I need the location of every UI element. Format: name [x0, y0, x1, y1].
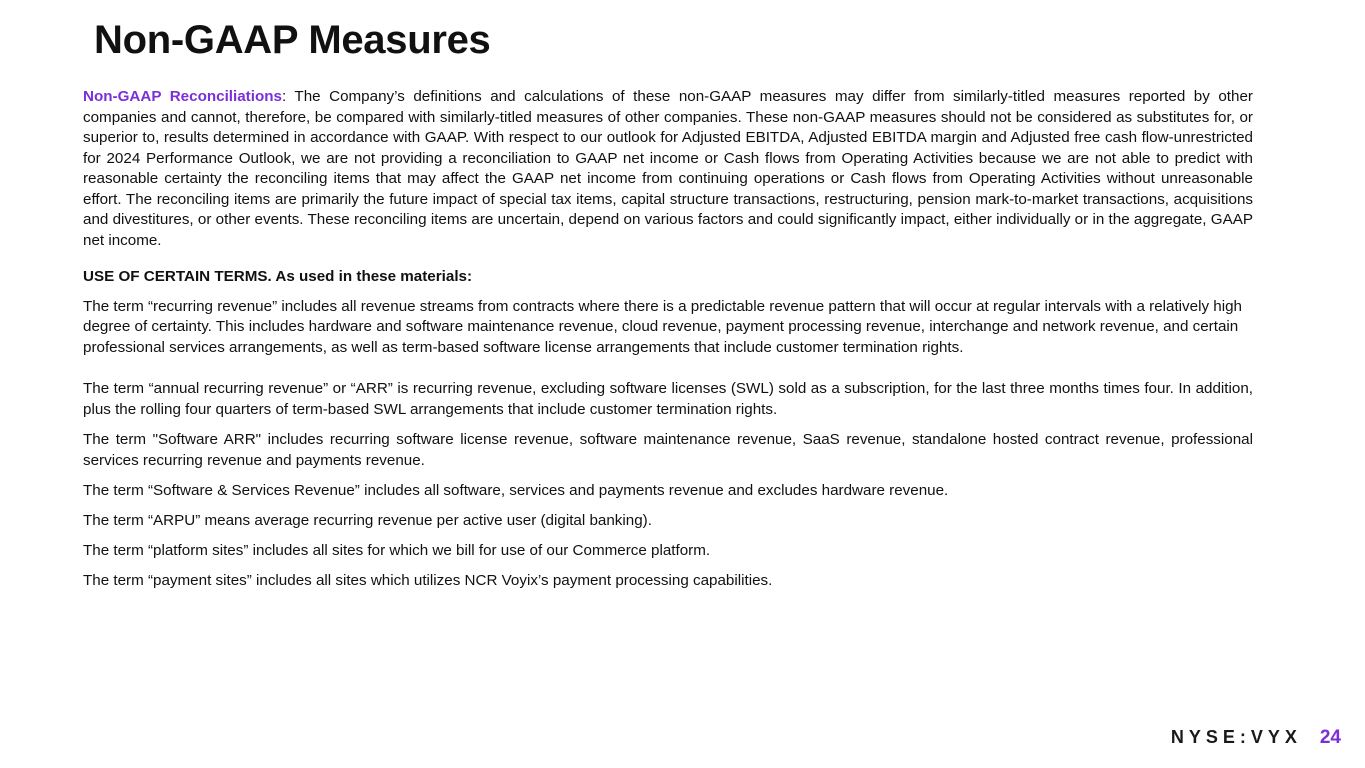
terms-heading: USE OF CERTAIN TERMS. As used in these materials:: [83, 268, 473, 285]
term-recurring-revenue: The term “recurring revenue” includes all revenue streams from contracts where there is a predictable revenue pattern that will occur at regular intervals with a relatively high degree of certainty. This includes hardware and software maintenance revenue, cloud revenue, payment processing revenue, interchange and network revenue, and certain professional services arrangements, as well as term-based software license arrangements that include customer termination rights.: [83, 297, 1242, 356]
term-software-arr: The term "Software ARR" includes recurring software license revenue, software maintenance revenue, SaaS revenue, standalone hosted contract revenue, professional services recurring revenue and payments revenue.: [83, 431, 1253, 469]
term-software-services-revenue: The term “Software & Services Revenue” includes all software, services and payments revenue and excludes hardware revenue.: [83, 482, 949, 499]
page-title: Non-GAAP Measures: [94, 18, 491, 62]
slide-footer: [1171, 727, 1341, 749]
term-payment-sites: The term “payment sites” includes all sites which utilizes NCR Voyix’s payment processing capabilities.: [83, 572, 773, 589]
page-number: 24: [1319, 727, 1341, 748]
reconciliations-text: : The Company’s definitions and calculations of these non-GAAP measures may differ from similarly-titled measures reported by other companies and cannot, therefore, be compared with similarly-titled measures of other companies. These non-GAAP measures should not be considered as substitutes for, or superior to, results determined in accordance with GAAP. With respect to our outlook for Adjusted EBITDA, Adjusted EBITDA margin and Adjusted free cash flow-unrestricted for 2024 Performance Outlook, we are not providing a reconciliation to GAAP net income or Cash flows from Operating Activities because we are not able to predict with reasonable certainty the reconciling items that may affect the GAAP net income from continuing operations or Cash flows from Operating Activities without unreasonable effort. The reconciling items are primarily the future impact of special tax items, capital structure transactions, restructuring, pension mark-to-market transactions, acquisitions and divestitures, or other events. These reconciling items are uncertain, depend on various factors and could significantly impact, either individually or in the aggregate, GAAP net income.: [83, 88, 1253, 249]
slide-body: [83, 87, 1253, 601]
reconciliations-label: Non-GAAP Reconciliations: [83, 88, 282, 105]
reconciliations-paragraph: [83, 87, 1253, 251]
term-platform-sites: The term “platform sites” includes all sites for which we bill for use of our Commerce platform.: [83, 542, 711, 559]
term-arpu: The term “ARPU” means average recurring revenue per active user (digital banking).: [83, 512, 652, 529]
ticker-symbol: NYSE:VYX: [1170, 727, 1302, 747]
term-arr: The term “annual recurring revenue” or “ARR” is recurring revenue, excluding software licenses (SWL) sold as a subscription, for the last three months times four. In addition, plus the rolling four quarters of term-based SWL arrangements that include customer termination rights.: [83, 380, 1253, 418]
